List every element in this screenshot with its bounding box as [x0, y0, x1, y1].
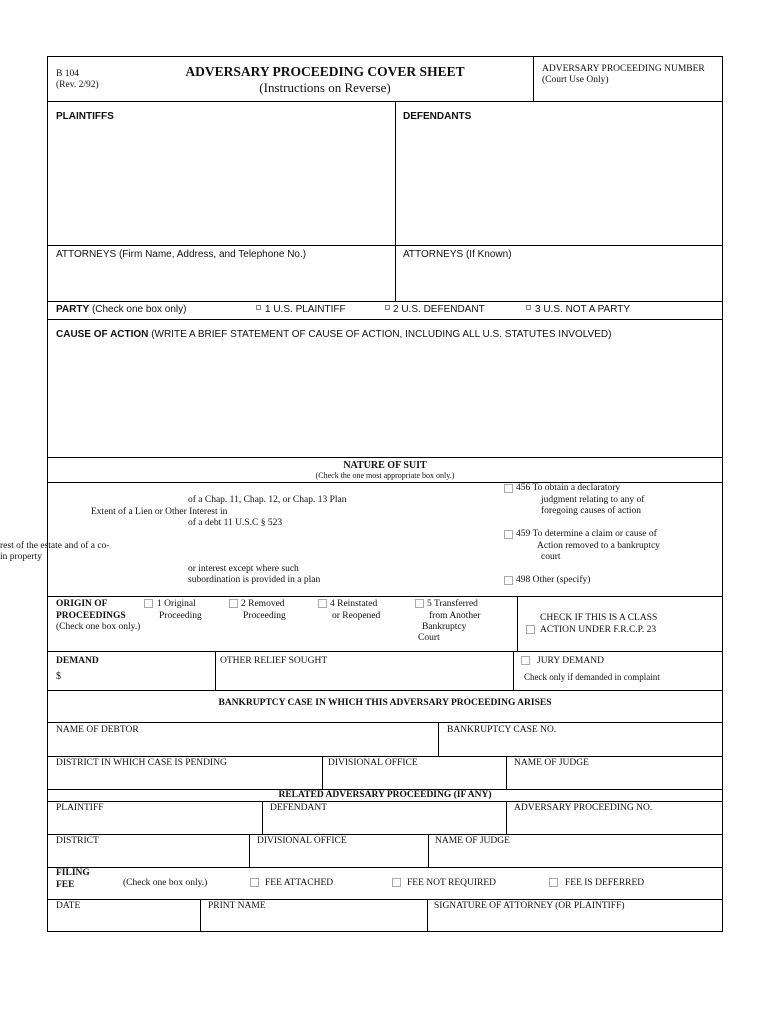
nature-text-line: of a debt 11 U.S.C § 523: [188, 518, 283, 528]
origin-original-checkbox[interactable]: [144, 599, 153, 608]
plaintiffs-field[interactable]: PLAINTIFFS: [56, 111, 114, 122]
party-us-defendant-checkbox[interactable]: [385, 305, 390, 310]
bankruptcy-case-no-field[interactable]: BANKRUPTCY CASE NO.: [447, 725, 557, 735]
party-us-plaintiff-label: 1 U.S. PLAINTIFF: [265, 304, 346, 315]
nature-456-label-2: judgment relating to any of: [541, 495, 645, 505]
demand-amount-field[interactable]: $: [56, 671, 61, 682]
nature-498-label: 498 Other (specify): [516, 575, 591, 585]
filing-fee-label-2: FEE: [56, 880, 75, 890]
related-district-field[interactable]: DISTRICT: [56, 836, 99, 846]
origin-removed-label-2: Proceeding: [243, 611, 286, 621]
related-judge-field[interactable]: NAME OF JUDGE: [435, 836, 510, 846]
fee-not-required-checkbox[interactable]: [392, 878, 401, 887]
fee-attached-label: FEE ATTACHED: [265, 878, 334, 888]
nature-459-label-2: Action removed to a bankruptcy: [537, 541, 660, 551]
nature-498-checkbox[interactable]: [504, 576, 513, 585]
form-revision: (Rev. 2/92): [56, 80, 99, 90]
nature-of-suit-title: NATURE OF SUIT: [343, 460, 427, 471]
origin-label-2: PROCEEDINGS: [56, 611, 126, 621]
nature-456-label-3: foregoing causes of action: [541, 506, 641, 516]
proceeding-number-label: ADVERSARY PROCEEDING NUMBER: [542, 64, 705, 74]
fee-not-required-label: FEE NOT REQUIRED: [407, 878, 497, 888]
form-number: B 104: [56, 69, 79, 79]
date-field[interactable]: DATE: [56, 901, 81, 911]
form-title: ADVERSARY PROCEEDING COVER SHEET: [185, 64, 465, 79]
plaintiff-attorneys-field[interactable]: ATTORNEYS (Firm Name, Address, and Telephone No.): [56, 249, 307, 260]
class-action-checkbox[interactable]: [526, 625, 535, 634]
origin-transferred-label-2: from Another: [429, 611, 481, 621]
header-divider: [533, 56, 534, 102]
nature-459-label-3: court: [541, 552, 561, 562]
demand-label: DEMAND: [56, 656, 99, 666]
print-name-field[interactable]: PRINT NAME: [208, 901, 266, 911]
nature-text-line: Extent of a Lien or Other Interest in: [91, 507, 228, 517]
nature-text-line: of a Chap. 11, Chap. 12, or Chap. 13 Plan: [188, 495, 347, 505]
filing-fee-hint: (Check one box only.): [123, 878, 208, 888]
party-not-party-checkbox[interactable]: [526, 305, 531, 310]
class-action-label-2: ACTION UNDER F.R.C.P. 23: [540, 625, 657, 635]
related-plaintiff-field[interactable]: PLAINTIFF: [56, 803, 104, 813]
related-proceeding-no-field[interactable]: ADVERSARY PROCEEDING NO.: [514, 803, 653, 813]
fee-deferred-label: FEE IS DEFERRED: [565, 878, 645, 888]
jury-demand-checkbox[interactable]: [521, 656, 530, 665]
origin-removed-label: 2 Removed: [241, 599, 285, 609]
bankruptcy-section-title: BANKRUPTCY CASE IN WHICH THIS ADVERSARY PROCEEDING ARISES: [218, 698, 552, 708]
nature-456-checkbox[interactable]: [504, 484, 513, 493]
nature-text-line: or interest except where such: [188, 564, 299, 574]
party-label: PARTY (Check one box only): [56, 304, 187, 315]
origin-hint: (Check one box only.): [56, 622, 141, 632]
party-us-defendant-label: 2 U.S. DEFENDANT: [393, 304, 485, 315]
origin-transferred-checkbox[interactable]: [415, 599, 424, 608]
bankruptcy-division-field[interactable]: DIVISIONAL OFFICE: [328, 758, 418, 768]
origin-transferred-label-4: Court: [418, 633, 440, 643]
origin-reinstated-label: 4 Reinstated: [330, 599, 378, 609]
origin-reinstated-label-2: or Reopened: [332, 611, 381, 621]
party-us-plaintiff-checkbox[interactable]: [256, 305, 261, 310]
jury-demand-label: JURY DEMAND: [537, 656, 604, 666]
related-section-title: RELATED ADVERSARY PROCEEDING (IF ANY): [278, 790, 492, 800]
nature-459-label: 459 To determine a claim or cause of: [516, 529, 657, 539]
cause-of-action-field[interactable]: CAUSE OF ACTION (WRITE A BRIEF STATEMENT OF CAUSE OF ACTION, INCLUDING ALL U.S. STATUTES INVOLVED): [56, 329, 612, 340]
origin-reinstated-checkbox[interactable]: [318, 599, 327, 608]
proceeding-number-sub: (Court Use Only): [542, 75, 609, 85]
nature-text-line: rest of the estate and of a co-: [0, 541, 110, 551]
debtor-name-field[interactable]: NAME OF DEBTOR: [56, 725, 139, 735]
pending-district-field[interactable]: DISTRICT IN WHICH CASE IS PENDING: [56, 758, 227, 768]
defendant-attorneys-field[interactable]: ATTORNEYS (If Known): [403, 249, 512, 260]
filing-fee-label: FILING: [56, 868, 90, 878]
origin-transferred-label-3: Bankruptcy: [422, 622, 467, 632]
nature-459-checkbox[interactable]: [504, 530, 513, 539]
parties-divider: [395, 101, 396, 301]
related-division-field[interactable]: DIVISIONAL OFFICE: [257, 836, 347, 846]
other-relief-field[interactable]: OTHER RELIEF SOUGHT: [220, 656, 328, 666]
nature-text-line: subordination is provided in a plan: [188, 575, 321, 585]
jury-demand-hint: Check only if demanded in complaint: [524, 672, 660, 682]
origin-transferred-label: 5 Transferred: [427, 599, 478, 609]
origin-original-label-2: Proceeding: [159, 611, 202, 621]
fee-attached-checkbox[interactable]: [250, 878, 259, 887]
nature-of-suit-hint: (Check the one most appropriate box only.): [315, 471, 455, 480]
nature-456-label: 456 To obtain a declaratory: [516, 483, 621, 493]
origin-original-label: 1 Original: [157, 599, 196, 609]
fee-deferred-checkbox[interactable]: [549, 878, 558, 887]
form-subtitle: (Instructions on Reverse): [259, 80, 391, 95]
origin-removed-checkbox[interactable]: [229, 599, 238, 608]
bankruptcy-judge-field[interactable]: NAME OF JUDGE: [514, 758, 589, 768]
attorney-signature-field[interactable]: SIGNATURE OF ATTORNEY (OR PLAINTIFF): [434, 901, 625, 911]
nature-text-line: in property: [0, 552, 42, 562]
party-not-party-label: 3 U.S. NOT A PARTY: [535, 304, 631, 315]
related-defendant-field[interactable]: DEFENDANT: [270, 803, 327, 813]
class-action-label: CHECK IF THIS IS A CLASS: [540, 613, 658, 623]
origin-label: ORIGIN OF: [56, 599, 108, 609]
defendants-field[interactable]: DEFENDANTS: [403, 111, 472, 122]
